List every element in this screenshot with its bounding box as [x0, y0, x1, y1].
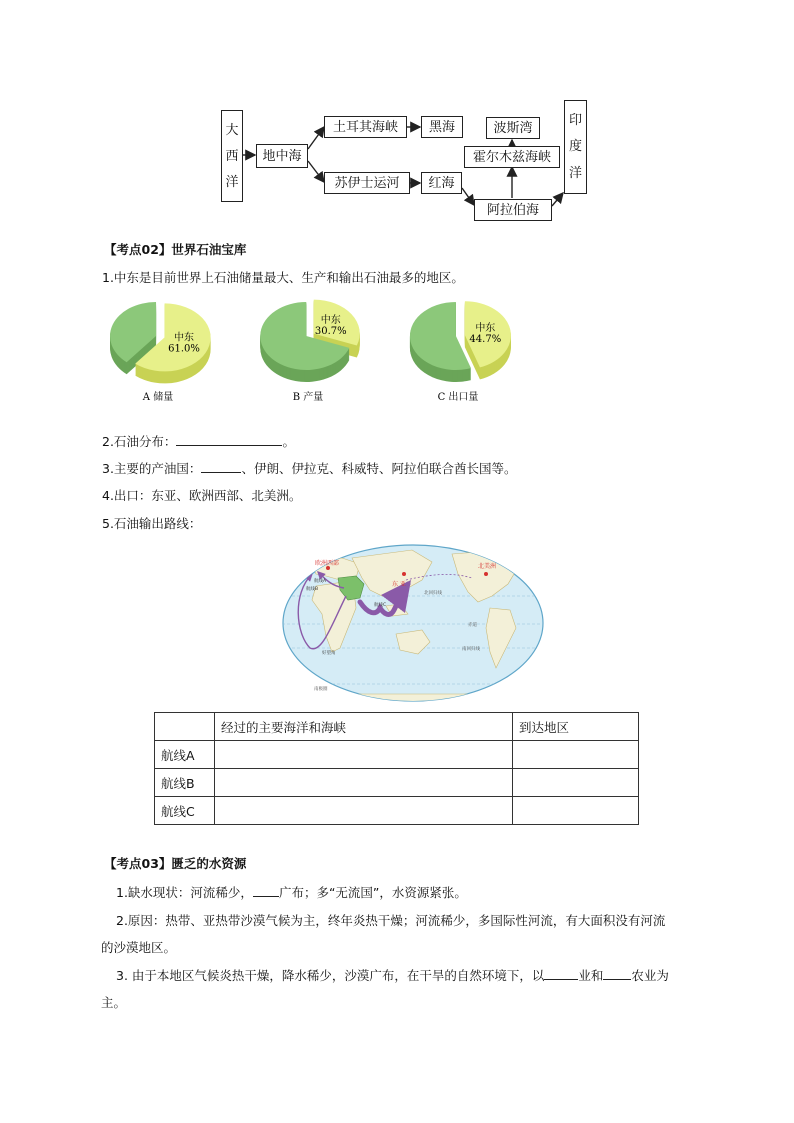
oil-distribution-blank[interactable]: [176, 433, 282, 446]
world-map-svg: [282, 544, 544, 702]
pie-caption: B 产量: [292, 392, 324, 403]
map-label-equator: 赤道: [468, 623, 477, 628]
oil-item-3: [102, 459, 516, 477]
water-item-3-mid: 业和: [578, 968, 604, 983]
table-header-cell: 到达地区: [513, 713, 639, 741]
map-label-route-c: 航线C: [374, 603, 387, 608]
arrow-red-arabian: [462, 188, 474, 205]
industry-blank[interactable]: [544, 967, 578, 980]
route-destination-cell[interactable]: [513, 797, 639, 825]
route-destination-cell[interactable]: [513, 741, 639, 769]
map-label-route-a: 航线A: [314, 579, 327, 584]
oil-item-2-end: 。: [282, 434, 295, 449]
oil-item-5: 5.石油输出路线：: [102, 516, 202, 531]
arabian-sea-box: 阿拉伯海: [474, 199, 552, 221]
arrow-arabian-indian: [552, 193, 563, 206]
persian-gulf-box: 波斯湾: [486, 117, 540, 139]
arrow-med-suez: [308, 161, 324, 182]
route-seas-cell[interactable]: [215, 769, 513, 797]
oil-item-4: 4.出口：东亚、欧洲西部、北美洲。: [102, 488, 302, 503]
atlantic-ocean-box: [221, 110, 243, 202]
map-label-tropic-north: 北回归线: [424, 591, 442, 596]
table-header-cell: 经过的主要海洋和海峡: [215, 713, 513, 741]
pie-label-region: 中东: [320, 314, 341, 326]
water-item-3-end: 农业为: [631, 968, 669, 983]
water-item-1-rest: 广布；多“无流国”，水资源紧张。: [278, 885, 467, 900]
table-header-cell: [155, 713, 215, 741]
pie-caption: C 出口量: [437, 392, 479, 403]
oil-item-2: [102, 432, 295, 450]
map-label-north-america: 北美洲: [478, 563, 497, 570]
map-label-tropic-south: 南回归线: [462, 647, 480, 652]
water-item-3-text: 3. 由于本地区气候炎热干燥，降水稀少，沙漠广布，在干旱的自然环境下，以: [116, 968, 545, 983]
agriculture-blank[interactable]: [603, 967, 631, 980]
water-item-2a: 2.原因：热带、亚热带沙漠气候为主，终年炎热干燥；河流稀少，多国际性河流，有大面积没有河流: [116, 913, 666, 928]
oil-item-3-text: 3.主要的产油国：: [102, 461, 202, 476]
indian-ocean-box: [564, 100, 587, 194]
table-row: [155, 741, 639, 769]
table-row: [155, 769, 639, 797]
pie-label-region: 中东: [174, 332, 195, 344]
pie-label-percent: 44.7%: [469, 333, 502, 345]
route-name-cell: 航线B: [155, 769, 215, 797]
section-heading-water: 【考点03】匮乏的水资源: [104, 856, 247, 871]
table-row: [155, 797, 639, 825]
pie-label-percent: 30.7%: [314, 325, 347, 337]
oil-item-2-text: 2.石油分布：: [102, 434, 177, 449]
routes-table: [154, 712, 639, 825]
map-label-east-asia: 东 亚: [392, 581, 406, 588]
mediterranean-box: 地中海: [256, 144, 308, 168]
arrow-med-turkish: [308, 127, 324, 149]
route-seas-cell[interactable]: [215, 741, 513, 769]
water-item-2b: 的沙漠地区。: [101, 940, 177, 955]
route-name-cell: 航线C: [155, 797, 215, 825]
atlantic-char-3: 洋: [225, 174, 239, 190]
pie-label-region: 中东: [475, 322, 496, 334]
oil-item-3-rest: 、伊朗、伊拉克、科威特、阿拉伯联合酋长国等。: [241, 461, 517, 476]
atlantic-char-2: 西: [225, 148, 239, 164]
indian-char-3: 洋: [568, 166, 582, 182]
indian-char-2: 度: [568, 139, 582, 155]
water-item-1-text: 1.缺水现状：河流稀少，: [116, 885, 253, 900]
oil-item-1: 1.中东是目前世界上石油储量最大、生产和输出石油最多的地区。: [102, 270, 464, 285]
pie-caption: A 储量: [142, 392, 174, 403]
map-label-antarctic: 南极圈: [314, 687, 328, 692]
indian-char-1: 印: [568, 112, 582, 128]
map-label-route-b: 航线B: [306, 587, 319, 592]
desert-blank[interactable]: [253, 884, 279, 897]
route-destination-cell[interactable]: [513, 769, 639, 797]
route-name-cell: 航线A: [155, 741, 215, 769]
map-label-cape: 好望角: [322, 651, 336, 656]
water-item-3: [116, 966, 669, 984]
hormuz-strait-box: 霍尔木兹海峡: [464, 146, 560, 168]
atlantic-char-1: 大: [225, 122, 239, 138]
pie-label-percent: 61.0%: [168, 343, 200, 355]
table-header-row: [155, 713, 639, 741]
suez-canal-box: 苏伊士运河: [324, 172, 410, 194]
red-sea-box: 红海: [421, 172, 462, 194]
route-seas-cell[interactable]: [215, 797, 513, 825]
main-producer-blank[interactable]: [201, 460, 241, 473]
turkish-straits-box: 土耳其海峡: [324, 116, 407, 138]
black-sea-box: 黑海: [421, 116, 463, 138]
section-heading-oil: 【考点02】世界石油宝库: [104, 242, 247, 257]
pie-svg: [100, 298, 540, 408]
water-item-3b: 主。: [101, 995, 127, 1010]
water-item-1: [116, 883, 467, 901]
map-label-west-europe: 欧洲西部: [315, 560, 340, 567]
